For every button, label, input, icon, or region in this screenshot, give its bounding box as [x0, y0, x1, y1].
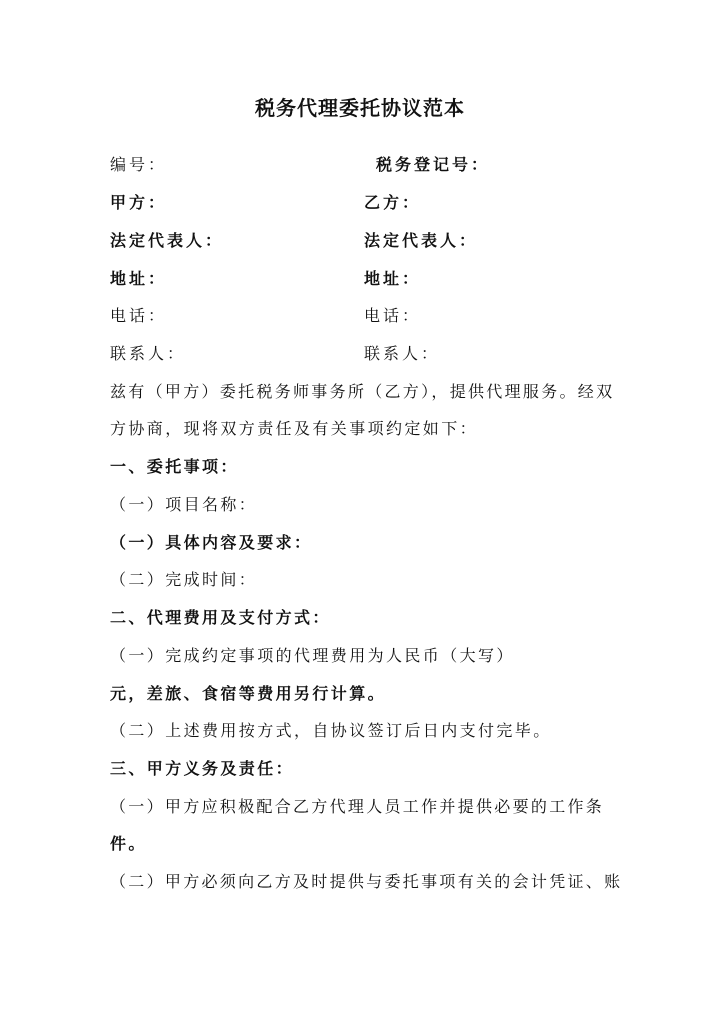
- field-legal-rep-a-label: 法定代表人：: [110, 231, 225, 250]
- header-row-legal-rep: [110, 228, 630, 252]
- field-party-a-label: 甲方：: [110, 193, 168, 212]
- header-row-parties: [110, 190, 630, 214]
- paragraph-payment-terms: （二）上述费用按方式，自协议签订后日内支付完毕。: [110, 721, 552, 740]
- paragraph-fee-amount: （一）完成约定事项的代理费用为人民币（大写）: [110, 646, 515, 665]
- paragraph-fee-extra: 元，差旅、食宿等费用另行计算。: [110, 684, 387, 703]
- section-heading-fees: 二、代理费用及支付方式：: [110, 608, 331, 627]
- header-row-contact: [110, 341, 630, 365]
- paragraph-content-requirements: （一）具体内容及要求：: [110, 533, 313, 552]
- paragraph-duty-1-line-2: 件。: [110, 834, 147, 853]
- paragraph-completion-time: （二）完成时间：: [110, 570, 258, 589]
- field-address-a-label: 地址：: [110, 269, 168, 288]
- paragraph-line-1: 兹有（甲方）委托税务师事务所（乙方），提供代理服务。经双: [110, 382, 615, 401]
- field-phone-b-label: 电话：: [364, 306, 422, 325]
- field-phone-a-label: 电话：: [110, 306, 168, 325]
- field-number-label: 编号：: [110, 155, 168, 174]
- section-heading-entrusted-matters: 一、委托事项：: [110, 457, 239, 476]
- header-row-phone: [110, 303, 630, 327]
- paragraph-project-name: （一）项目名称：: [110, 495, 258, 514]
- field-contact-a-label: 联系人：: [110, 344, 187, 363]
- field-tax-registration-label: 税务登记号：: [376, 155, 491, 174]
- paragraph-line-2: 方协商，现将双方责任及有关事项约定如下：: [110, 419, 479, 438]
- field-party-b-label: 乙方：: [364, 193, 422, 212]
- field-contact-b-label: 联系人：: [364, 344, 441, 363]
- paragraph-duty-1-line-1: （一）甲方应积极配合乙方代理人员工作并提供必要的工作条: [110, 797, 605, 816]
- paragraph-duty-2-line-1: （二）甲方必须向乙方及时提供与委托事项有关的会计凭证、账: [110, 872, 623, 891]
- section-heading-party-a-duties: 三、甲方义务及责任：: [110, 759, 295, 778]
- field-legal-rep-b-label: 法定代表人：: [364, 231, 479, 250]
- document-title: 税务代理委托协议范本: [255, 96, 465, 120]
- header-row-number: [110, 152, 630, 176]
- header-row-address: [110, 266, 630, 290]
- field-address-b-label: 地址：: [364, 269, 422, 288]
